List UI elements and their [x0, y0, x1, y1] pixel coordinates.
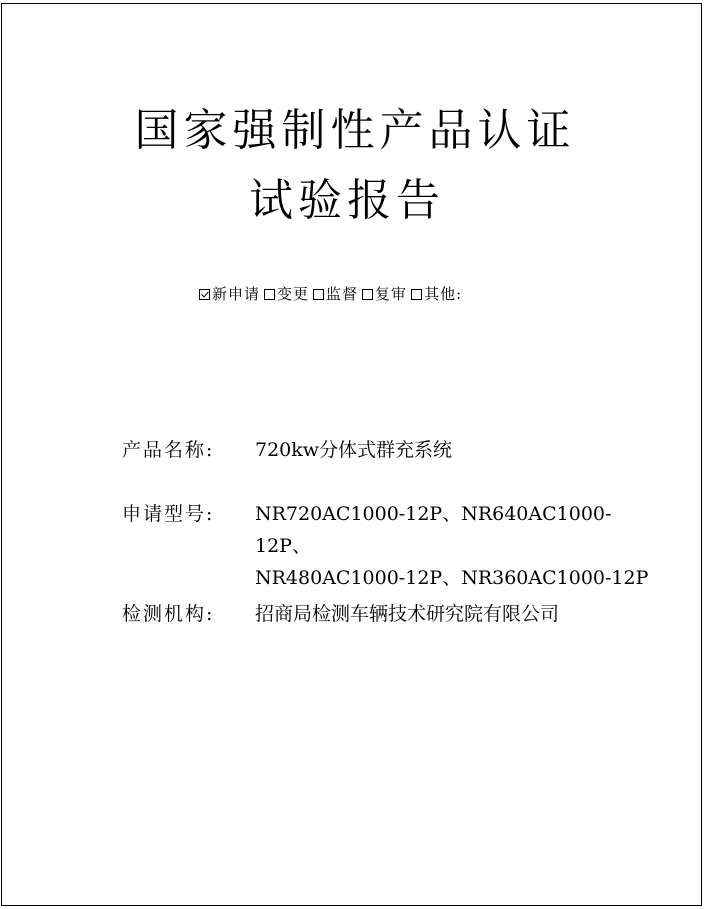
report-title-line-2: 试验报告 — [249, 175, 445, 226]
model-value-line-1: NR720AC1000-12P、NR640AC1000-12P、 — [255, 503, 612, 557]
testing-lab-field — [122, 598, 655, 630]
option-other[interactable] — [411, 284, 462, 304]
model-field — [122, 498, 655, 594]
checkbox-checked-icon[interactable] — [199, 289, 210, 300]
option-label: 复审 — [375, 285, 408, 303]
option-label: 其他: — [424, 285, 463, 303]
checkbox-empty-icon[interactable] — [313, 289, 324, 300]
testing-lab-label: 检测机构: — [122, 603, 215, 625]
option-change[interactable] — [264, 284, 309, 304]
option-supervision[interactable] — [313, 284, 358, 304]
option-new-application[interactable] — [199, 284, 260, 304]
checkbox-empty-icon[interactable] — [411, 289, 422, 300]
option-label: 变更 — [277, 285, 310, 303]
product-name-field — [122, 434, 655, 466]
report-cover-page — [1, 3, 702, 906]
option-label: 监督 — [326, 285, 359, 303]
product-name-value: 720kw分体式群充系统 — [255, 439, 453, 461]
application-type-options — [199, 284, 466, 304]
report-title-line-1: 国家强制性产品认证 — [134, 105, 576, 156]
option-review[interactable] — [362, 284, 407, 304]
checkbox-empty-icon[interactable] — [362, 289, 373, 300]
model-value — [255, 498, 655, 594]
testing-lab-value: 招商局检测车辆技术研究院有限公司 — [255, 603, 560, 625]
model-label: 申请型号: — [122, 503, 215, 525]
checkbox-empty-icon[interactable] — [264, 289, 275, 300]
product-name-label: 产品名称: — [122, 439, 215, 461]
option-label: 新申请 — [212, 285, 261, 303]
model-value-line-2: NR480AC1000-12P、NR360AC1000-12P — [255, 567, 649, 589]
